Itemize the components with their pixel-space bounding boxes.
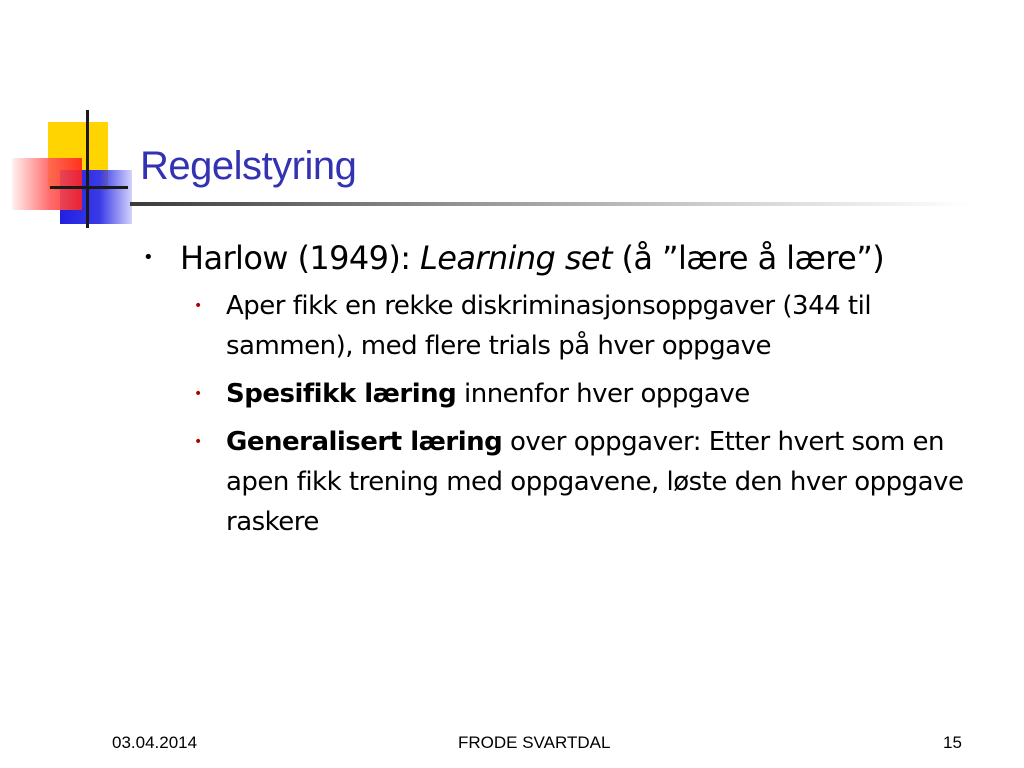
bullet-dot-red-icon: • xyxy=(194,298,202,314)
title-divider xyxy=(130,202,970,206)
sub-bullet-item xyxy=(180,374,986,414)
sub-bullet-item xyxy=(180,286,986,366)
bullet-dot-red-icon: • xyxy=(194,434,202,450)
sub-bullet-item xyxy=(180,422,986,542)
bullet-dot-icon: • xyxy=(143,247,154,268)
bullet-text-suffix: (å ”lære å lære”) xyxy=(611,239,885,277)
sub-bullet-text: innenfor hver oppgave xyxy=(456,379,750,409)
footer-page-number: 15 xyxy=(943,733,962,752)
bullet-list xyxy=(140,236,1000,542)
slide-content xyxy=(140,236,1000,550)
sub-bullet-text: Aper fikk en rekke diskriminasjonsoppgaver (344 til sammen), med flere trials på hver oppgave xyxy=(226,291,872,361)
logo-vertical-line xyxy=(86,110,89,228)
sub-bullet-bold: Generalisert læring xyxy=(226,427,503,457)
bullet-text-italic: Learning set xyxy=(420,239,612,277)
footer-date: 03.04.2014 xyxy=(112,733,198,752)
logo-horizontal-line xyxy=(50,186,128,189)
sub-bullet-text: over oppgaver: Etter hvert som en apen fikk trening med oppgavene, løste den hver oppgave raskere xyxy=(226,427,964,537)
footer-author: FRODE SVARTDAL xyxy=(458,733,611,752)
logo-red-square xyxy=(12,158,82,210)
bullet-dot-red-icon: • xyxy=(194,386,202,402)
bullet-item xyxy=(140,236,1000,542)
bullet-text-prefix: Harlow (1949): xyxy=(180,239,421,277)
sub-bullet-bold: Spesifikk læring xyxy=(226,379,457,409)
slide-title: Regelstyring xyxy=(140,144,357,188)
sub-bullet-list xyxy=(180,286,1000,542)
